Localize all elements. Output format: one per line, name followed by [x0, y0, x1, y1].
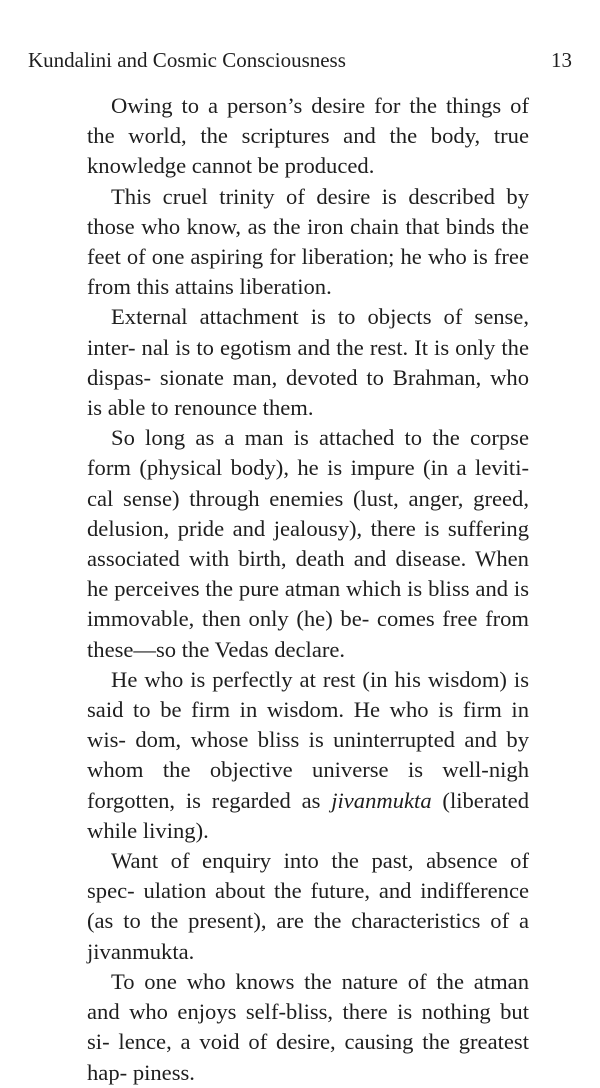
paragraph-2: This cruel trinity of desire is described by those who know, as the iron chain that binds the feet of one aspiring for liberation; he who is free from this attains liberation. [87, 183, 529, 300]
paragraph-7: To one who knows the nature of the atman and who enjoys self-bliss, there is nothing but si- lence, a void of desire, causing the greatest hap- piness. [87, 968, 529, 1085]
paragraph-3: External attachment is to objects of sense, inter- nal is to egotism and the rest. It is only the dispas- sionate man, devoted to Brahman, who is able to renounce them. [87, 304, 529, 421]
paragraph-6: Want of enquiry into the past, absence of spec- ulation about the future, and indifference (as to the present), are the characteristics of a jivanmukta. [87, 848, 529, 964]
paragraph-5: He who is perfectly at rest (in his wisdom) is said to be firm in wisdom. He who is firm in wis- dom, whose bliss is uninterrupted and by whom the objective universe is well-nigh forgotten, is regarded as jivanmukta (liberated while living). [87, 666, 529, 843]
body-text [87, 91, 529, 1088]
running-title: Kundalini and Cosmic Consciousness [28, 48, 346, 72]
page-number: 13 [551, 48, 572, 72]
paragraph-4: So long as a man is attached to the corpse form (physical body), he is impure (in a leviti-cal sense) through enemies (lust, anger, greed, delusion, pride and jealousy), there is suffering associated with birth, death and disease. When he perceives the pure atman which is bliss and is immovable, then only (he) be- comes free from these—so the Vedas declare. [87, 425, 529, 662]
italic-term: jivanmukta [331, 787, 432, 813]
paragraph-1: Owing to a person’s desire for the things of the world, the scriptures and the body, true knowledge cannot be produced. [87, 93, 529, 179]
page-header [28, 44, 572, 76]
